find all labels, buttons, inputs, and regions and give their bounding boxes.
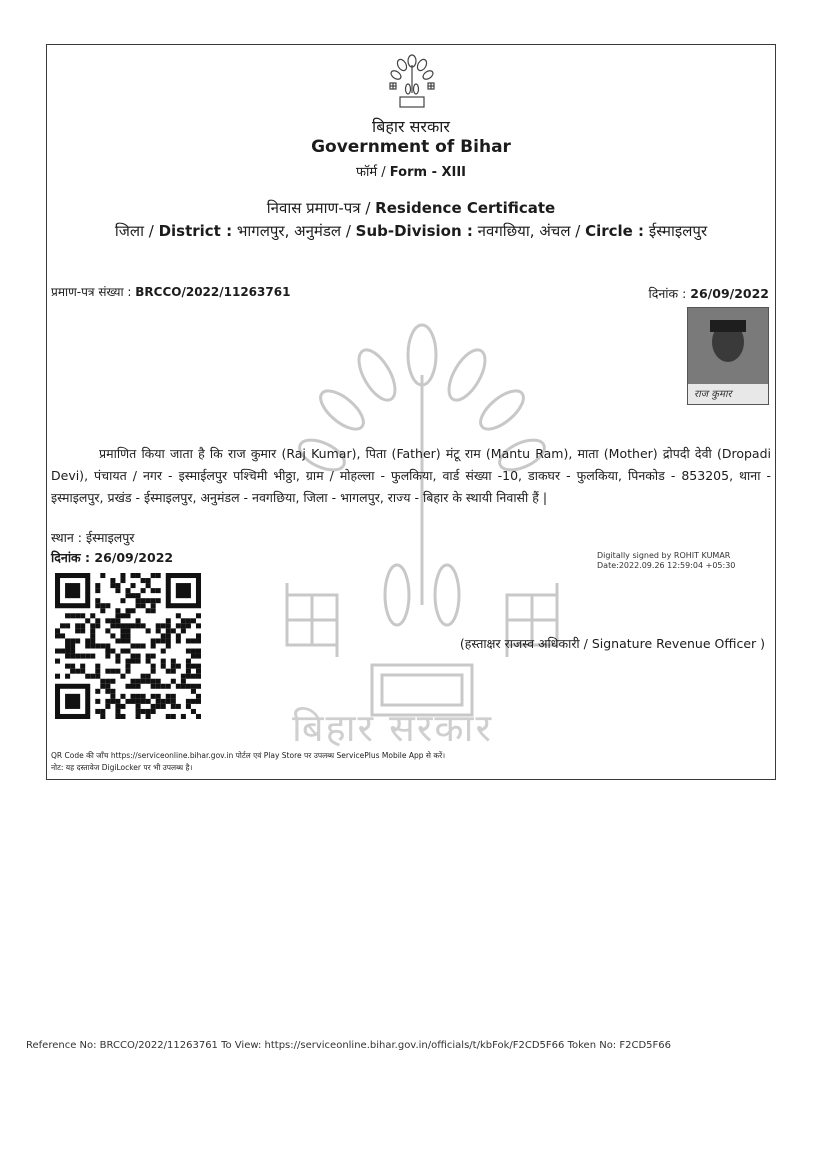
district-line: जिला / District : भागलपुर, अनुमंडल / Sub-Division : नवगछिया, अंचल / Circle : ईस्माइलपुर bbox=[114, 222, 708, 240]
district-value: भागलपुर bbox=[236, 222, 285, 240]
certificate-date-value: 26/09/2022 bbox=[690, 286, 769, 301]
form-hindi: फॉर्म bbox=[355, 165, 378, 180]
photo-caption: राज कुमार bbox=[694, 389, 732, 400]
place-label: स्थान : bbox=[51, 530, 82, 545]
district-label: District : bbox=[158, 222, 233, 240]
circle-value: ईस्माइलपुर bbox=[648, 222, 708, 240]
reference-number: Reference No: BRCCO/2022/11263761 To View: https://serviceonline.bihar.gov.in/officials/t/kbFok/F2CD5F66 Token No: F2CD5F66 bbox=[26, 1040, 671, 1051]
footer-digilocker-note: नोट: यह दस्तावेज DigiLocker पर भी उपलब्ध है। bbox=[51, 763, 193, 772]
watermark-text: बिहार सरकार bbox=[292, 706, 493, 750]
certificate-number bbox=[51, 283, 290, 300]
certificate-title: निवास प्रमाण-पत्र / Residence Certificate bbox=[266, 199, 556, 217]
certificate-date bbox=[648, 285, 769, 302]
certificate-number-value: BRCCO/2022/11263761 bbox=[135, 285, 291, 299]
district-label-hindi: जिला bbox=[114, 222, 144, 240]
subdivision-label: Sub-Division : bbox=[355, 222, 473, 240]
circle-label-hindi: अंचल bbox=[539, 222, 571, 240]
certificate-frame bbox=[46, 44, 776, 780]
issue-date-label: दिनांक : bbox=[51, 550, 91, 565]
qr-code-icon bbox=[55, 573, 201, 719]
signature-revenue-officer: (हस्ताक्षर राजस्व अधिकारी / Signature Revenue Officer ) bbox=[459, 636, 765, 651]
footer-qr-note: QR Code की जाँच https://serviceonline.bihar.gov.in पोर्टल एवं Play Store पर उपलब्ध ServicePlus Mobile App से करें। bbox=[51, 751, 446, 760]
certificate-date-label: दिनांक : bbox=[648, 286, 687, 301]
applicant-photo bbox=[687, 307, 769, 405]
digital-signature-line2: Date:2022.09.26 12:59:04 +05:30 bbox=[597, 561, 736, 570]
certificate-body: प्रमाणित किया जाता है कि राज कुमार (Raj Kumar), पिता (Father) मंटू राम (Mantu Ram), माता (Mother) द्रोपदी देवी (Dropadi Devi), पंचायत / नगर - इस्माईलपुर पश्चिमी भीठ्ठा, ग्राम / मोहल्ला - फुलकिया, वार्ड संख्या -10, डाकघर - फुलकिया, पिनकोड - 853205, थाना - इस्माइलपुर, प्रखंड - ईस्माइलपुर, अनुमंडल - नवगछिया, जिला - भागलपुर, राज्य - बिहार के स्थायी निवासी हैं | bbox=[51, 446, 771, 505]
place bbox=[51, 529, 135, 546]
header-government: Government of Bihar bbox=[311, 137, 511, 157]
title-english: Residence Certificate bbox=[375, 199, 556, 217]
place-value: ईस्माइलपुर bbox=[85, 530, 135, 545]
header-hindi-government: बिहार सरकार bbox=[372, 117, 450, 136]
form-english: Form - XIII bbox=[389, 165, 467, 180]
issue-date bbox=[51, 549, 173, 566]
watermark-emblem-icon bbox=[257, 315, 587, 765]
subdivision-label-hindi: अनुमंडल bbox=[294, 222, 342, 240]
issue-date-value: 26/09/2022 bbox=[94, 550, 174, 565]
certificate-number-label: प्रमाण-पत्र संख्या : bbox=[51, 285, 132, 299]
title-hindi: निवास प्रमाण-पत्र bbox=[266, 199, 361, 217]
subdivision-value: नवगछिया bbox=[477, 222, 530, 240]
digital-signature-line1: Digitally signed by ROHIT KUMAR bbox=[597, 551, 731, 560]
header-form: फॉर्म / Form - XIII bbox=[355, 165, 467, 180]
bihar-emblem-icon bbox=[386, 53, 438, 111]
circle-label: Circle : bbox=[585, 222, 645, 240]
digital-signature bbox=[597, 551, 735, 571]
